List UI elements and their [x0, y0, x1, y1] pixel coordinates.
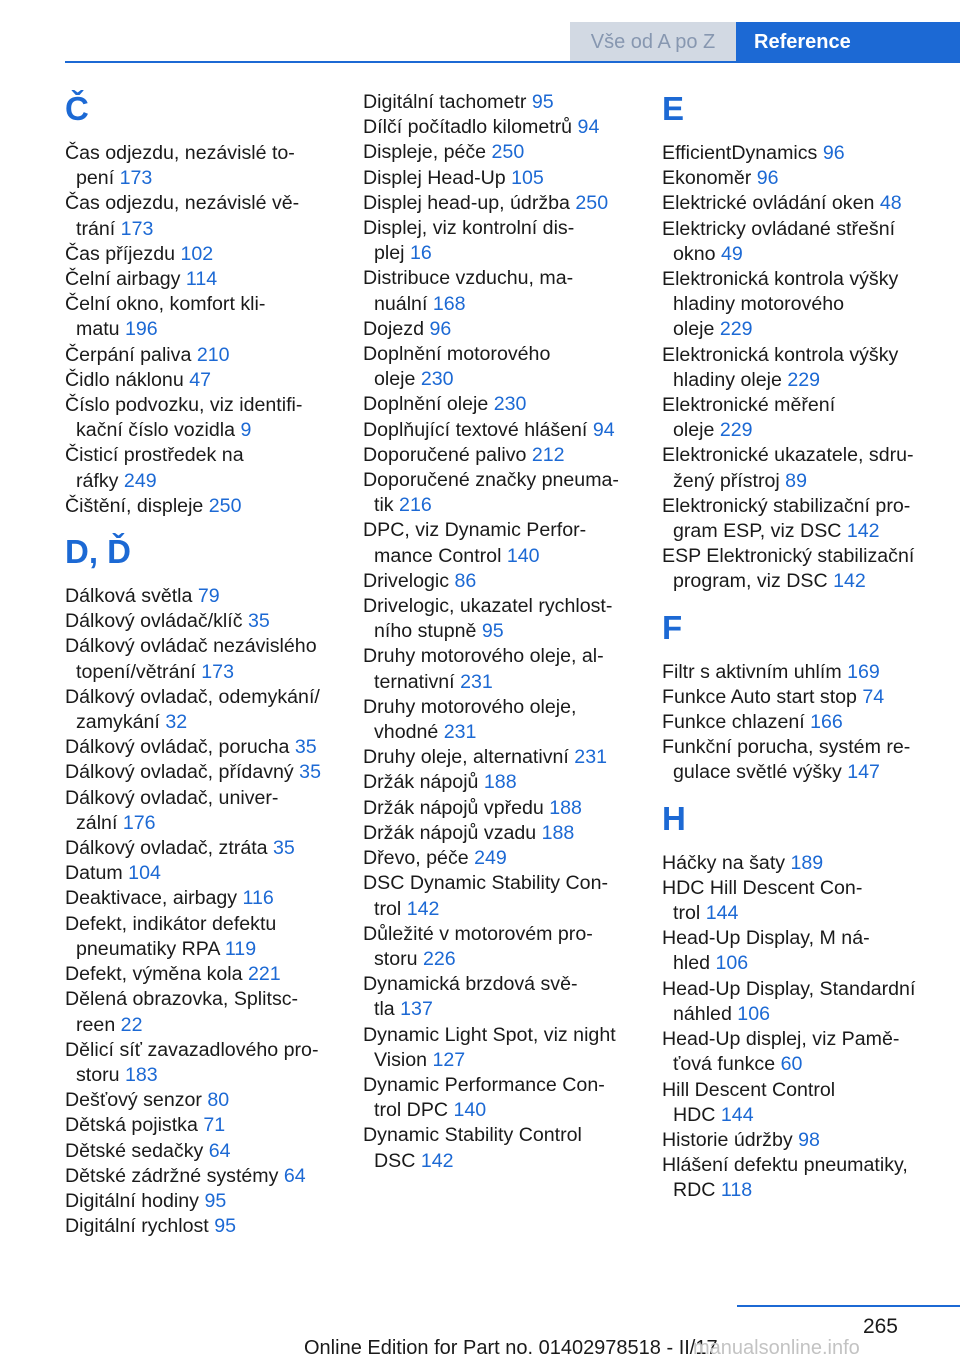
entry-page-link[interactable]: 229 [719, 318, 753, 341]
index-entry [363, 1123, 628, 1173]
entry-page-link[interactable]: 94 [577, 116, 600, 139]
index-entry [65, 141, 330, 191]
watermark: manualsonline.info [693, 1337, 860, 1359]
entry-text: Displej head-up, údržba [363, 191, 570, 214]
entry-text: Číslo podvozku, viz identifi- kační číslo vozidla [65, 394, 303, 442]
index-entry [662, 660, 927, 685]
entry-text: Elektronické měření oleje [662, 394, 836, 442]
entry-text: Hill Descent Control HDC [662, 1078, 836, 1126]
entry-text: Dálkový ovladač, univer- zální [65, 786, 279, 834]
entry-text: Displej, viz kontrolní dis- plej [363, 217, 575, 265]
index-entry [363, 569, 628, 594]
tab-a-to-z[interactable]: Vše od A po Z [570, 22, 736, 62]
index-entry [662, 217, 927, 267]
entry-text: Dojezd [363, 317, 424, 340]
entry-page-link[interactable]: 212 [531, 443, 565, 466]
index-entry [65, 886, 330, 911]
entry-text: Dělicí síť zavazadlového pro- storu [65, 1038, 319, 1086]
index-entry [662, 876, 927, 926]
index-entry [65, 786, 330, 836]
index-entry [662, 343, 927, 393]
index-entry [363, 770, 628, 795]
entry-page-link[interactable]: 96 [822, 142, 845, 164]
entry-text: Dálkový ovládač/klíč [65, 610, 243, 633]
entry-page-link[interactable]: 142 [420, 1149, 454, 1172]
entry-text: Funkce Auto start stop [662, 685, 857, 708]
index-entry [65, 292, 330, 342]
entry-page-link[interactable]: 229 [787, 368, 821, 391]
entry-page-link[interactable]: 95 [481, 620, 504, 643]
entry-page-link[interactable]: 188 [483, 771, 517, 794]
index-entry [363, 418, 628, 443]
entry-text: Filtr s aktivním uhlím [662, 660, 842, 683]
entry-text: Dálkový ovládač nezávislého topení/větrání [65, 635, 317, 683]
entry-text: Dětské zádržné systémy [65, 1164, 279, 1187]
entry-text: Dálkový ovládač, porucha [65, 736, 290, 759]
footer-divider [737, 1305, 960, 1307]
entry-text: EfficientDynamics [662, 142, 818, 164]
entry-text: Doporučené palivo [363, 443, 527, 466]
index-entry [65, 368, 330, 393]
entry-page-link[interactable]: 230 [420, 368, 454, 391]
index-entry [65, 191, 330, 241]
entry-text: Dešťový senzor [65, 1089, 202, 1112]
entry-page-link[interactable]: 173 [120, 217, 154, 240]
entry-text: Dětské sedačky [65, 1139, 204, 1162]
index-entry [363, 140, 628, 165]
entry-text: Head-Up Display, M ná- hled [662, 927, 870, 975]
entry-text: Elektronická kontrola výšky hladiny oleje [662, 343, 899, 391]
entry-text: Háčky na šaty [662, 851, 786, 874]
entry-page-link[interactable]: 86 [454, 569, 477, 592]
entry-text: Deaktivace, airbagy [65, 887, 238, 910]
index-entry [662, 494, 927, 544]
entry-text: Elektronická kontrola výšky hladiny motorového oleje [662, 268, 899, 341]
index-entry [363, 644, 628, 694]
entry-text: Elektricky ovládané střešní okno [662, 217, 896, 265]
index-entry [363, 90, 628, 115]
index-entry [65, 1189, 330, 1214]
entry-text: Dělená obrazovka, Splitsc- reen [65, 988, 299, 1036]
entry-page-link[interactable]: 114 [185, 268, 218, 291]
entry-page-link[interactable]: 144 [705, 902, 739, 925]
entry-text: Elektronické ukazatele, sdru- žený přístroj [662, 444, 914, 492]
entry-page-link[interactable]: 106 [715, 952, 749, 975]
entry-page-link[interactable]: 226 [423, 947, 456, 970]
index-entry [363, 922, 628, 972]
entry-text: Historie údržby [662, 1128, 793, 1151]
entry-page-link[interactable]: 249 [123, 469, 157, 492]
entry-page-link[interactable]: 95 [204, 1189, 227, 1212]
entry-page-link[interactable]: 60 [780, 1053, 803, 1076]
entry-text: Čelní airbagy [65, 268, 181, 291]
index-entry [662, 1078, 927, 1128]
entry-page-link[interactable]: 221 [247, 963, 281, 986]
index-entry [65, 861, 330, 886]
index-entry [662, 443, 927, 493]
entry-page-link[interactable]: 71 [203, 1114, 226, 1137]
entry-text: ESP Elektronický stabilizační program, viz DSC [662, 545, 915, 593]
entry-page-link[interactable]: 47 [189, 368, 211, 391]
index-entry [363, 821, 628, 846]
index-entry [65, 267, 330, 292]
index-entry [662, 1128, 927, 1153]
index-entry [363, 695, 628, 745]
entry-page-link[interactable]: 231 [460, 670, 493, 693]
entry-text: Head-Up displej, viz Pamě- ťová funkce [662, 1028, 900, 1076]
entry-page-link[interactable]: 231 [443, 721, 477, 744]
entry-text: Elektronický stabilizační pro- gram ESP, viz DSC [662, 494, 911, 543]
entry-text: Dřevo, péče [363, 847, 469, 870]
entry-text: DPC, viz Dynamic Perfor- mance Control [363, 519, 587, 567]
entry-text: Držák nápojů vpředu [363, 796, 544, 819]
index-entry [65, 962, 330, 987]
entry-page-link[interactable]: 147 [847, 761, 880, 784]
entry-text: Doplnění oleje [363, 393, 489, 416]
index-entry [662, 267, 927, 343]
entry-page-link[interactable]: 49 [720, 242, 743, 265]
index-entry [65, 760, 330, 785]
entry-page-link[interactable]: 137 [400, 998, 433, 1021]
index-entry [662, 544, 927, 594]
index-entry [662, 977, 927, 1027]
entry-text: Doporučené značky pneuma- tik [363, 469, 619, 517]
entry-text: Druhy motorového oleje, vhodné [363, 695, 577, 744]
index-entry [363, 443, 628, 468]
entry-text: Digitální hodiny [65, 1189, 199, 1212]
entry-page-link[interactable]: 48 [879, 192, 902, 215]
entry-page-link[interactable]: 80 [207, 1089, 230, 1112]
entry-page-link[interactable]: 22 [120, 1013, 143, 1036]
entry-text: Funkční porucha, systém re- gulace světlé výšky [662, 736, 911, 784]
index-entry [65, 1038, 330, 1088]
index-column-1 [65, 90, 330, 1239]
entry-page-link[interactable]: 231 [574, 746, 607, 769]
entry-text: Čerpání paliva [65, 343, 192, 366]
entry-page-link[interactable]: 183 [125, 1063, 158, 1086]
index-entry [65, 735, 330, 760]
entry-text: Dynamická brzdová svě- tla [363, 973, 578, 1021]
index-entry [65, 634, 330, 684]
index-entry [65, 393, 330, 443]
index-entry [363, 846, 628, 871]
entry-text: Funkce chlazení [662, 711, 805, 734]
entry-text: Dílčí počítadlo kilometrů [363, 116, 573, 139]
index-entry [363, 468, 628, 518]
entry-page-link[interactable]: 74 [862, 685, 885, 708]
entry-page-link[interactable]: 210 [196, 343, 230, 366]
entry-page-link[interactable]: 127 [432, 1048, 466, 1071]
entry-text: Digitální rychlost [65, 1215, 209, 1238]
index-entry [363, 1023, 628, 1073]
entry-page-link[interactable]: 102 [180, 242, 214, 265]
entry-text: DSC Dynamic Stability Con- trol [363, 872, 608, 920]
index-entry [65, 443, 330, 493]
index-entry [363, 745, 628, 770]
index-entry [65, 1214, 330, 1239]
entry-page-link[interactable]: 79 [197, 585, 220, 608]
entry-text: Drivelogic [363, 569, 450, 592]
entry-page-link[interactable]: 249 [474, 847, 507, 870]
entry-page-link[interactable]: 64 [208, 1139, 231, 1162]
index-entry [662, 393, 927, 443]
index-entry [662, 1027, 927, 1077]
entry-text: Defekt, indikátor defektu pneumatiky RPA [65, 912, 277, 960]
entry-page-link[interactable]: 250 [208, 494, 242, 517]
index-entry [65, 609, 330, 634]
entry-text: Důležité v motorovém pro- storu [363, 922, 593, 970]
entry-text: Držák nápojů vzadu [363, 821, 537, 844]
section-heading: F [662, 608, 683, 646]
entry-text: Čas příjezdu [65, 242, 175, 265]
tab-reference[interactable]: Reference [736, 22, 960, 62]
entry-text: Dynamic Stability Control DSC [363, 1124, 582, 1172]
index-entry [65, 1088, 330, 1113]
page-number: 265 [862, 1315, 898, 1338]
entry-page-link[interactable]: 173 [119, 167, 153, 190]
index-entry [662, 710, 927, 735]
entry-page-link[interactable]: 64 [283, 1164, 306, 1187]
entry-text: Doplnění motorového oleje [363, 343, 551, 391]
entry-page-link[interactable]: 105 [511, 166, 544, 189]
entry-page-link[interactable]: 116 [242, 887, 274, 910]
entry-text: Čištění, displeje [65, 494, 204, 517]
entry-text: Datum [65, 862, 123, 885]
entry-page-link[interactable]: 118 [720, 1179, 753, 1202]
index-entry [662, 166, 927, 191]
edition-note: Online Edition for Part no. 01402978518 - II/17 [304, 1337, 718, 1359]
entry-text: Ekonoměr [662, 167, 752, 190]
entry-text: Head-Up Display, Standardní náhled [662, 977, 916, 1025]
entry-text: Držák nápojů [363, 771, 479, 794]
entry-page-link[interactable]: 95 [214, 1215, 236, 1238]
entry-page-link[interactable]: 144 [720, 1103, 754, 1126]
entry-text: Elektrické ovládání oken [662, 192, 875, 215]
entry-text: Druhy oleje, alternativní [363, 746, 569, 769]
entry-page-link[interactable]: 216 [399, 494, 432, 517]
index-entry [363, 972, 628, 1022]
entry-text: Defekt, výměna kola [65, 963, 243, 986]
header-divider [65, 61, 960, 63]
entry-text: Displej Head-Up [363, 166, 506, 189]
index-entry [65, 1139, 330, 1164]
entry-page-link[interactable]: 250 [575, 191, 609, 214]
entry-page-link[interactable]: 104 [128, 862, 161, 885]
index-entry [363, 166, 628, 191]
entry-text: Drivelogic, ukazatel rychlost- ního stupně [363, 595, 613, 643]
entry-page-link[interactable]: 173 [201, 660, 234, 683]
entry-text: Čisticí prostředek na ráfky [65, 444, 244, 492]
section-heading: Č [65, 90, 89, 127]
section-heading: D, Ď [65, 533, 131, 571]
index-entry [662, 191, 927, 216]
entry-page-link[interactable]: 140 [453, 1099, 487, 1122]
entry-page-link[interactable]: 35 [294, 736, 317, 759]
section-heading: H [662, 799, 686, 837]
index-entry [65, 584, 330, 609]
entry-page-link[interactable]: 142 [833, 570, 866, 593]
index-column-3 [662, 90, 927, 1204]
entry-text: Distribuce vzduchu, ma- nuální [363, 267, 574, 315]
index-entry [363, 216, 628, 266]
entry-page-link[interactable]: 188 [549, 796, 582, 819]
entry-page-link[interactable]: 89 [785, 469, 807, 492]
entry-page-link[interactable]: 106 [737, 1002, 770, 1025]
index-entry [662, 926, 927, 976]
entry-page-link[interactable]: 16 [409, 242, 432, 265]
page-header [0, 22, 960, 62]
index-entry [662, 851, 927, 876]
entry-page-link[interactable]: 35 [299, 761, 321, 784]
index-entry [65, 987, 330, 1037]
entry-page-link[interactable]: 94 [592, 418, 615, 441]
entry-text: Digitální tachometr [363, 91, 527, 113]
entry-page-link[interactable]: 176 [122, 811, 156, 834]
index-entry [65, 1113, 330, 1138]
entry-page-link[interactable]: 169 [847, 660, 880, 683]
entry-page-link[interactable]: 95 [531, 91, 554, 113]
entry-text: Hlášení defektu pneumatiky, RDC [662, 1154, 908, 1202]
entry-text: Dálková světla [65, 585, 193, 608]
entry-text: Čas odjezdu, nezávislé vě- trání [65, 192, 300, 240]
index-entry [65, 685, 330, 735]
index-entry [65, 494, 330, 519]
entry-page-link[interactable]: 188 [541, 821, 575, 844]
entry-page-link[interactable]: 35 [273, 837, 295, 860]
index-entry [363, 871, 628, 921]
index-entry [662, 1153, 927, 1203]
index-entry [65, 242, 330, 267]
index-entry [65, 343, 330, 368]
index-entry [363, 191, 628, 216]
entry-text: Dynamic Performance Con- trol DPC [363, 1073, 605, 1122]
entry-page-link[interactable]: 196 [125, 318, 158, 341]
entry-page-link[interactable]: 119 [224, 937, 257, 960]
entry-page-link[interactable]: 35 [247, 610, 270, 633]
entry-page-link[interactable]: 168 [432, 292, 466, 315]
entry-text: Dálkový ovladač, přídavný [65, 761, 294, 784]
entry-page-link[interactable]: 189 [790, 851, 824, 874]
entry-text: Čelní okno, komfort kli- matu [65, 293, 266, 341]
index-entry [363, 115, 628, 140]
entry-page-link[interactable]: 166 [810, 711, 843, 734]
entry-text: Dálkový ovladač, ztráta [65, 837, 268, 860]
index-entry [363, 518, 628, 568]
entry-text: HDC Hill Descent Con- trol [662, 876, 863, 925]
entry-page-link[interactable]: 96 [429, 317, 452, 340]
entry-page-link[interactable]: 98 [798, 1128, 820, 1151]
entry-page-link[interactable]: 9 [240, 419, 252, 442]
entry-text: Displeje, péče [363, 141, 487, 164]
entry-page-link[interactable]: 32 [165, 711, 188, 734]
entry-text: Čidlo náklonu [65, 368, 184, 391]
entry-text: Druhy motorového oleje, al- ternativní [363, 645, 604, 693]
entry-page-link[interactable]: 229 [719, 419, 753, 442]
index-entry [363, 1073, 628, 1123]
index-entry [662, 685, 927, 710]
entry-text: Dynamic Light Spot, viz night Vision [363, 1023, 616, 1071]
entry-text: Dálkový ovladač, odemykání/ zamykání [65, 685, 320, 734]
entry-page-link[interactable]: 230 [493, 393, 527, 416]
index-column-2 [363, 90, 628, 1174]
index-entry [363, 342, 628, 392]
entry-page-link[interactable]: 250 [491, 141, 525, 164]
index-entry [65, 912, 330, 962]
index-entry [363, 796, 628, 821]
index-entry [363, 266, 628, 316]
index-entry [363, 317, 628, 342]
index-entry [65, 836, 330, 861]
entry-page-link[interactable]: 96 [756, 167, 779, 190]
index-entry [363, 594, 628, 644]
index-entry [65, 1164, 330, 1189]
index-entry [363, 392, 628, 417]
entry-text: Čas odjezdu, nezávislé to- pení [65, 142, 295, 190]
entry-text: Dětská pojistka [65, 1114, 198, 1137]
entry-page-link[interactable]: 142 [406, 897, 440, 920]
entry-text: Doplňující textové hlášení [363, 418, 588, 441]
index-entry [662, 141, 927, 166]
index-entry [662, 735, 927, 785]
section-heading: E [662, 90, 685, 127]
entry-page-link[interactable]: 142 [846, 520, 880, 543]
entry-page-link[interactable]: 140 [506, 544, 540, 567]
